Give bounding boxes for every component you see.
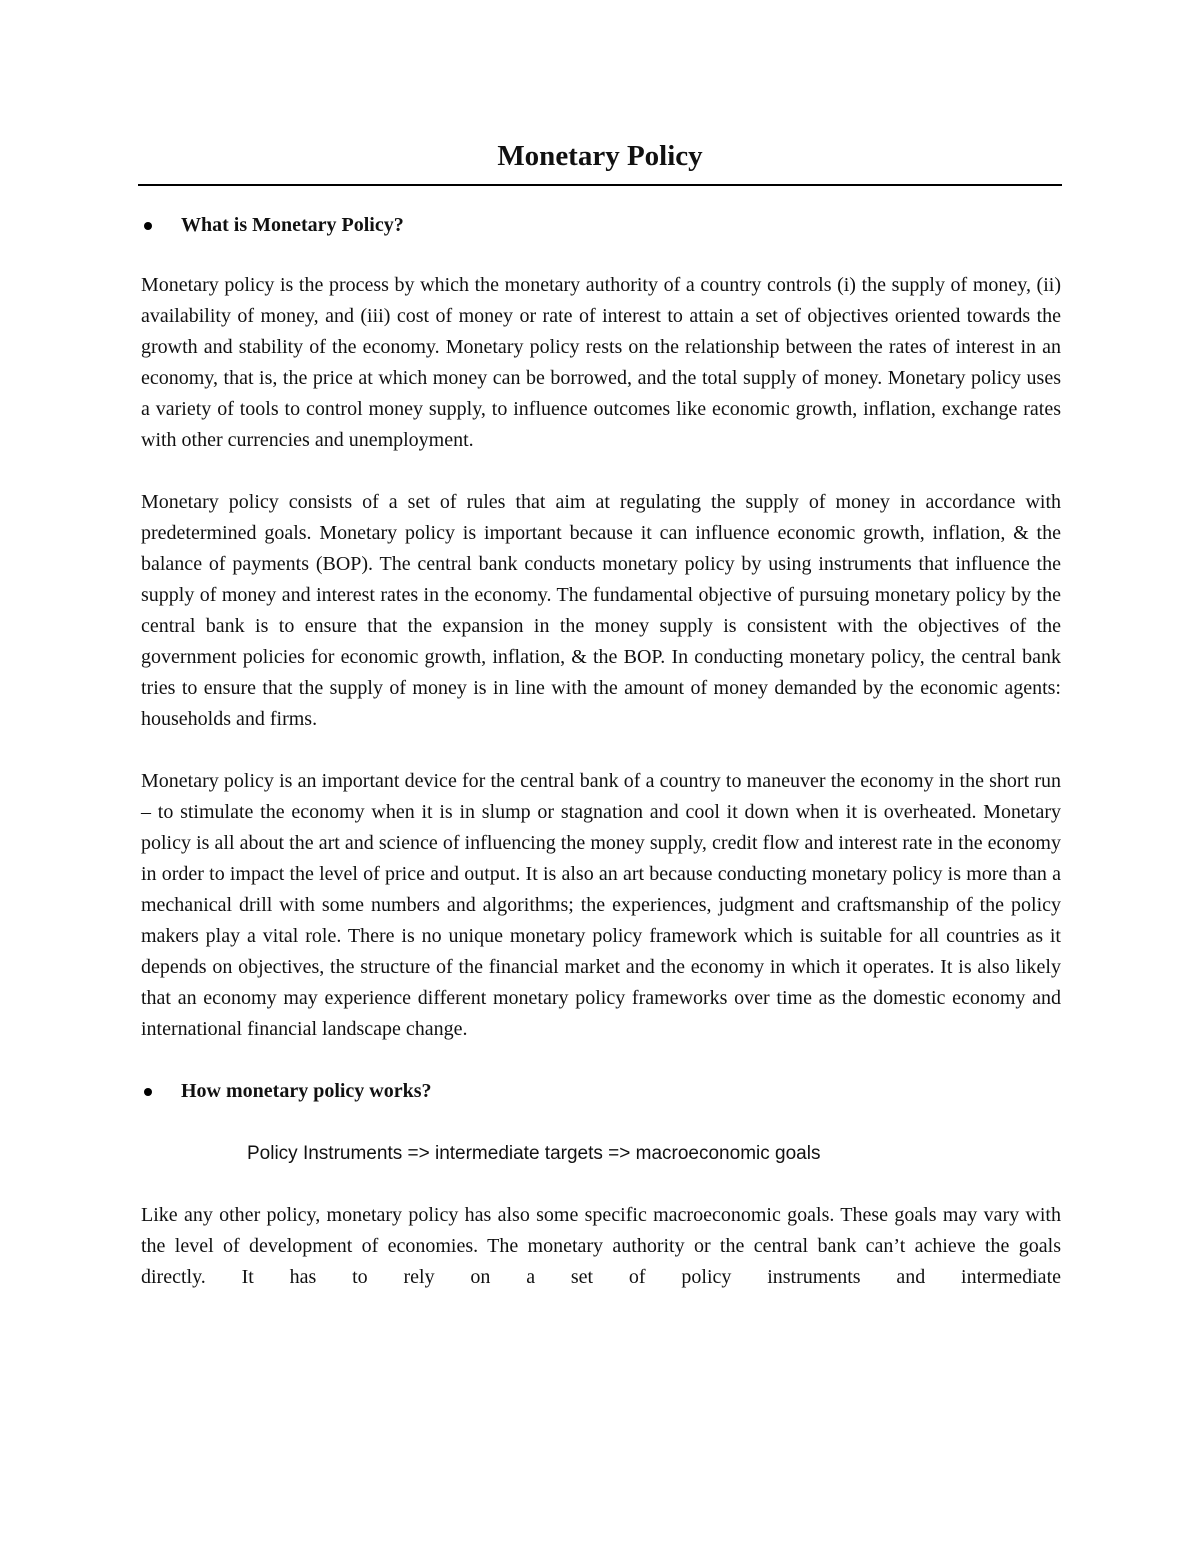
document-body: [141, 210, 1061, 1324]
title-divider: [138, 184, 1062, 186]
bullet-icon: [144, 222, 152, 230]
bullet-icon: [144, 1088, 152, 1096]
paragraph: Like any other policy, monetary policy has also some specific macroeconomic goals. These goals may vary with the level of development of economies. The monetary authority or the central bank can’t achieve the goals directly. It has to rely on a set of policy instruments and intermediate: [141, 1204, 1061, 1288]
section-heading: [141, 210, 1061, 241]
section-heading: [141, 1076, 1061, 1107]
paragraph: Monetary policy is an important device for the central bank of a country to maneuver the economy in the short run – to stimulate the economy when it is in slump or stagnation and cool it down when it is overheated. Monetary policy is all about the art and science of influencing the money supply, credit flow and interest rate in the economy in order to impact the level of price and output. It is also an art because conducting monetary policy is more than a mechanical drill with some numbers and algorithms; the experiences, judgment and craftsmanship of the policy makers play a vital role. There is no unique monetary policy framework which is suitable for all countries as it depends on objectives, the structure of the financial market and the economy in which it operates. It is also likely that an economy may experience different monetary policy frameworks over time as the domestic economy and international financial landscape change.: [141, 770, 1061, 1040]
paragraph: Monetary policy consists of a set of rules that aim at regulating the supply of money in accordance with predetermined goals. Monetary policy is important because it can influence economic growth, inflation, & the balance of payments (BOP). The central bank conducts monetary policy by using instruments that influence the supply of money and interest rates in the economy. The fundamental objective of pursuing monetary policy by the central bank is to ensure that the expansion in the money supply is consistent with the objectives of the government policies for economic growth, inflation, & the BOP. In conducting monetary policy, the central bank tries to ensure that the supply of money is in line with the amount of money demanded by the economic agents: households and firms.: [141, 491, 1061, 730]
paragraph: Monetary policy is the process by which the monetary authority of a country controls (i) the supply of money, (ii) availability of money, and (iii) cost of money or rate of interest to attain a set of objectives oriented towards the growth and stability of the economy. Monetary policy rests on the relationship between the rates of interest in an economy, that is, the price at which money can be borrowed, and the total supply of money. Monetary policy uses a variety of tools to control money supply, to influence outcomes like economic growth, inflation, exchange rates with other currencies and unemployment.: [141, 274, 1061, 451]
section-heading-text: What is Monetary Policy?: [181, 214, 404, 236]
page-title: Monetary Policy: [497, 140, 703, 172]
policy-flow: Policy Instruments => intermediate targets => macroeconomic goals: [247, 1143, 821, 1164]
section-heading-text: How monetary policy works?: [181, 1080, 432, 1102]
